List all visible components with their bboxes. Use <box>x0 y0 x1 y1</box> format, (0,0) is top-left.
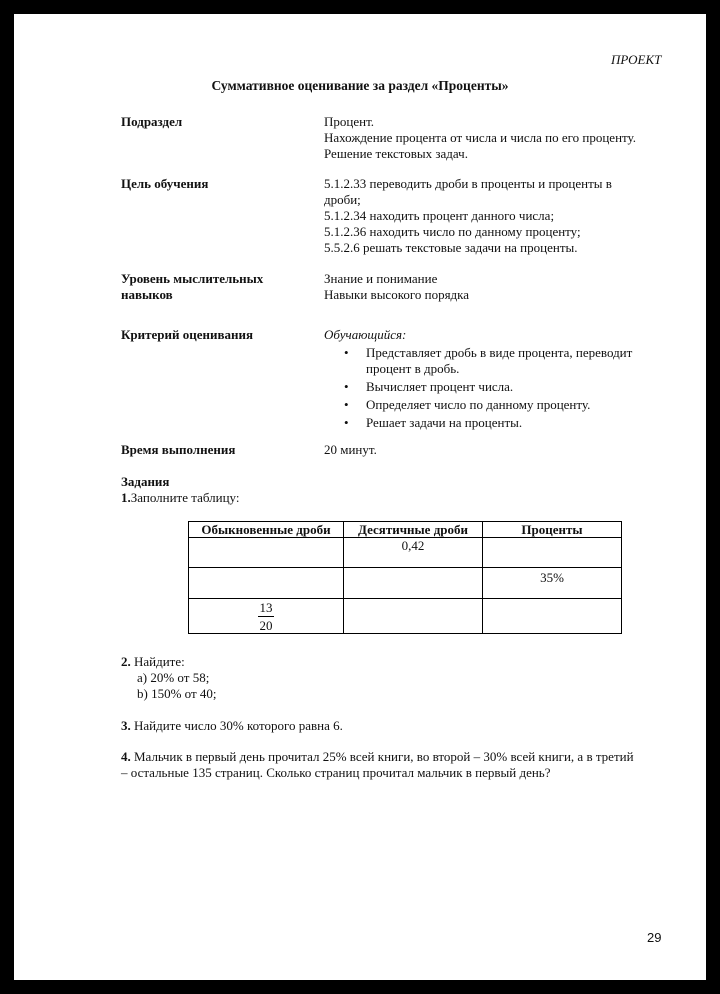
task-4 <box>121 749 634 781</box>
criteria-item-line: процент в дробь. <box>366 361 460 376</box>
goal-line: 5.1.2.34 находить процент данного числа; <box>324 208 555 223</box>
criteria-item <box>324 415 674 431</box>
fraction-numerator: 13 <box>259 600 273 615</box>
decimal-cell <box>344 599 483 634</box>
task-4-text-line: – остальные 135 страниц. Сколько страниц прочитал мальчик в первый день? <box>121 765 551 780</box>
task-3-text: Найдите число 30% которого равна 6. <box>130 718 343 733</box>
task-2 <box>121 654 217 702</box>
decimal-cell <box>344 568 483 599</box>
column-header: Обыкновенные дроби <box>189 522 344 538</box>
thinking-value <box>324 271 674 303</box>
goal-line: 5.5.2.6 решать текстовые задачи на проценты. <box>324 240 578 255</box>
subsection-label: Подраздел <box>121 114 183 129</box>
document-page <box>14 14 706 980</box>
task-2-number: 2. <box>121 654 131 669</box>
percent-cell: 35% <box>483 568 622 599</box>
fraction-bar <box>258 616 274 617</box>
bullet-icon: • <box>344 345 349 360</box>
criteria-item-line: Решает задачи на проценты. <box>366 415 523 430</box>
goal-value <box>324 176 674 256</box>
subsection-line: Решение текстовых задач. <box>324 146 468 161</box>
subsection-value <box>324 114 674 162</box>
task-1-number: 1. <box>121 490 131 505</box>
draft-label: ПРОЕКТ <box>611 52 662 67</box>
criteria-item <box>324 397 674 413</box>
subsection-line: Нахождение процента от числа и числа по его проценту. <box>324 130 636 145</box>
thinking-line: Навыки высокого порядка <box>324 287 470 302</box>
task-2-item: a) 20% от 58; <box>137 670 210 685</box>
column-header: Проценты <box>483 522 622 538</box>
time-label: Время выполнения <box>121 442 236 457</box>
fraction-denominator: 20 <box>259 618 273 633</box>
fraction-cell <box>189 599 344 634</box>
task-2-text: Найдите: <box>130 654 185 669</box>
criteria-item-line: Вычисляет процент числа. <box>366 379 514 394</box>
task-1 <box>121 490 240 506</box>
task-3-number: 3. <box>121 718 131 733</box>
table-row <box>189 568 622 599</box>
thinking-line: Знание и понимание <box>324 271 438 286</box>
page-number: 29 <box>647 930 662 945</box>
goal-line: 5.1.2.33 переводить дроби в проценты и проценты в <box>324 176 612 191</box>
criteria-intro: Обучающийся: <box>324 327 407 342</box>
subsection-line: Процент. <box>324 114 375 129</box>
criteria-label: Критерий оценивания <box>121 327 254 342</box>
criteria-item <box>324 379 674 395</box>
goal-line: 5.1.2.36 находить число по данному проценту; <box>324 224 581 239</box>
bullet-icon: • <box>344 379 349 394</box>
column-header: Десятичные дроби <box>344 522 483 538</box>
time-value: 20 минут. <box>324 442 377 457</box>
goal-label: Цель обучения <box>121 176 209 191</box>
table-row <box>189 538 622 568</box>
task-1-text: Заполните таблицу: <box>130 490 240 505</box>
bullet-icon: • <box>344 415 349 430</box>
goal-line: дроби; <box>324 192 361 207</box>
percent-cell <box>483 538 622 568</box>
document-title: Суммативное оценивание за раздел «Проценты» <box>211 78 509 93</box>
criteria-list <box>324 345 674 431</box>
decimal-cell: 0,42 <box>344 538 483 568</box>
criteria-item-line: Представляет дробь в виде процента, переводит <box>366 345 633 360</box>
criteria-item <box>324 345 674 377</box>
fraction-cell <box>189 568 344 599</box>
percent-cell <box>483 599 622 634</box>
thinking-label-line: навыков <box>121 287 173 302</box>
tasks-block <box>121 474 240 506</box>
fraction-cell <box>189 538 344 568</box>
fraction <box>258 600 274 633</box>
table-row <box>189 599 622 634</box>
task-4-text-line: Мальчик в первый день прочитал 25% всей книги, во второй – 30% всей книги, а в третий <box>130 749 634 764</box>
thinking-label <box>121 271 263 303</box>
task-2-heading <box>121 654 217 670</box>
task-3 <box>121 718 343 734</box>
criteria-value <box>324 327 674 433</box>
fraction-table <box>188 521 622 634</box>
tasks-heading: Задания <box>121 474 170 489</box>
thinking-label-line: Уровень мыслительных <box>121 271 264 286</box>
bullet-icon: • <box>344 397 349 412</box>
criteria-item-line: Определяет число по данному проценту. <box>366 397 591 412</box>
task-4-number: 4. <box>121 749 131 764</box>
table-header-row <box>189 522 622 538</box>
task-2-item: b) 150% от 40; <box>137 686 217 701</box>
